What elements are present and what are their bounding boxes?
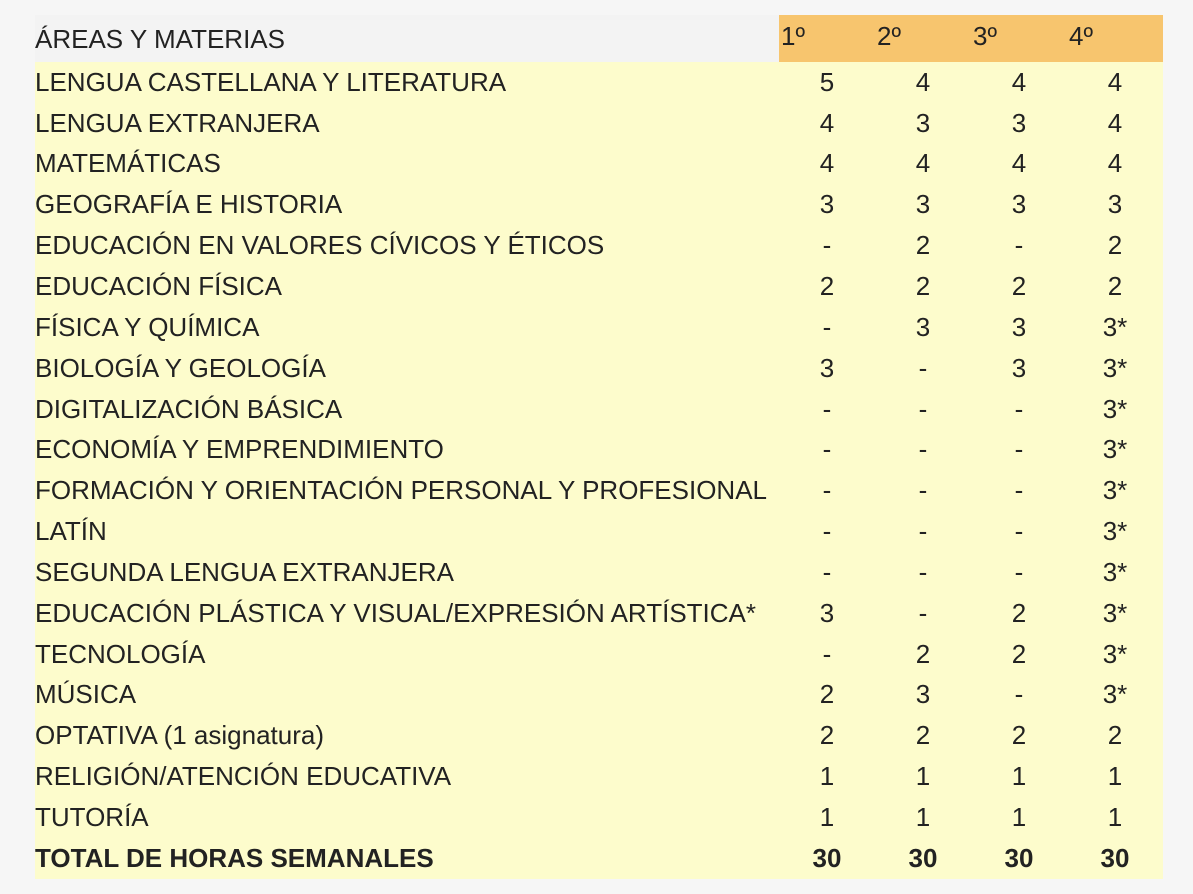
hours-cell: - [779, 225, 875, 266]
hours-cell: - [779, 511, 875, 552]
subject-name: OPTATIVA (1 asignatura) [35, 715, 779, 756]
hours-cell: - [779, 634, 875, 675]
hours-cell: - [971, 429, 1067, 470]
table-row [35, 429, 1163, 470]
total-row [35, 838, 1163, 879]
hours-cell: 3 [971, 348, 1067, 389]
table-row [35, 797, 1163, 838]
table-body [35, 62, 1163, 879]
hours-cell: 2 [971, 715, 1067, 756]
header-year-2: 2º [875, 15, 971, 62]
hours-cell: 2 [1067, 266, 1163, 307]
hours-cell: 3* [1067, 348, 1163, 389]
hours-cell: - [971, 470, 1067, 511]
hours-cell: 3 [971, 307, 1067, 348]
hours-cell: - [971, 511, 1067, 552]
hours-cell: - [971, 675, 1067, 716]
hours-cell: 1 [875, 756, 971, 797]
subject-name: LENGUA EXTRANJERA [35, 103, 779, 144]
subject-name: EDUCACIÓN PLÁSTICA Y VISUAL/EXPRESIÓN ARTÍSTICA* [35, 593, 779, 634]
hours-cell: - [875, 552, 971, 593]
subject-name: FÍSICA Y QUÍMICA [35, 307, 779, 348]
subjects-hours-sheet [35, 15, 1163, 879]
subject-name: FORMACIÓN Y ORIENTACIÓN PERSONAL Y PROFESIONAL [35, 470, 779, 511]
hours-cell: 1 [875, 797, 971, 838]
table-row [35, 144, 1163, 185]
subject-name: MÚSICA [35, 675, 779, 716]
hours-cell: 3 [1067, 184, 1163, 225]
header-year-3: 3º [971, 15, 1067, 62]
table-row [35, 593, 1163, 634]
hours-cell: - [875, 389, 971, 430]
hours-cell: - [875, 429, 971, 470]
hours-cell: 2 [779, 715, 875, 756]
total-value: 30 [779, 838, 875, 879]
hours-cell: - [779, 389, 875, 430]
hours-cell: 1 [1067, 756, 1163, 797]
hours-cell: 2 [875, 715, 971, 756]
subject-name: DIGITALIZACIÓN BÁSICA [35, 389, 779, 430]
hours-cell: 3* [1067, 675, 1163, 716]
hours-cell: 3 [875, 307, 971, 348]
hours-cell: 4 [875, 62, 971, 103]
subject-name: RELIGIÓN/ATENCIÓN EDUCATIVA [35, 756, 779, 797]
table-row [35, 266, 1163, 307]
hours-cell: 2 [1067, 715, 1163, 756]
subject-name: TECNOLOGÍA [35, 634, 779, 675]
hours-cell: 1 [779, 797, 875, 838]
hours-cell: 1 [779, 756, 875, 797]
hours-cell: 2 [971, 593, 1067, 634]
table-row [35, 470, 1163, 511]
hours-cell: 2 [779, 675, 875, 716]
hours-cell: 3* [1067, 511, 1163, 552]
hours-cell: 3* [1067, 470, 1163, 511]
hours-cell: - [875, 348, 971, 389]
hours-cell: 3* [1067, 552, 1163, 593]
hours-cell: 3 [779, 184, 875, 225]
hours-cell: 4 [971, 62, 1067, 103]
hours-cell: 2 [875, 225, 971, 266]
hours-cell: - [875, 593, 971, 634]
total-value: 30 [1067, 838, 1163, 879]
hours-cell: - [779, 307, 875, 348]
hours-cell: 4 [1067, 144, 1163, 185]
hours-cell: 3 [875, 675, 971, 716]
hours-cell: 3 [971, 184, 1067, 225]
hours-cell: - [971, 225, 1067, 266]
hours-cell: 2 [971, 266, 1067, 307]
hours-cell: 2 [875, 634, 971, 675]
header-subject: ÁREAS Y MATERIAS [35, 15, 779, 62]
header-row [35, 15, 1163, 62]
hours-cell: 2 [971, 634, 1067, 675]
hours-cell: 1 [1067, 797, 1163, 838]
header-year-1: 1º [779, 15, 875, 62]
hours-cell: 3 [971, 103, 1067, 144]
hours-cell: 3 [875, 184, 971, 225]
subject-name: BIOLOGÍA Y GEOLOGÍA [35, 348, 779, 389]
hours-cell: 2 [779, 266, 875, 307]
hours-cell: 1 [971, 797, 1067, 838]
subject-name: EDUCACIÓN FÍSICA [35, 266, 779, 307]
hours-cell: - [779, 429, 875, 470]
hours-cell: 4 [971, 144, 1067, 185]
total-value: 30 [875, 838, 971, 879]
hours-cell: 4 [1067, 62, 1163, 103]
hours-cell: 4 [779, 144, 875, 185]
table-row [35, 756, 1163, 797]
hours-cell: 2 [1067, 225, 1163, 266]
table-row [35, 511, 1163, 552]
hours-cell: - [971, 389, 1067, 430]
hours-cell: 5 [779, 62, 875, 103]
table-row [35, 62, 1163, 103]
subjects-hours-table [35, 15, 1163, 879]
table-row [35, 552, 1163, 593]
table-row [35, 225, 1163, 266]
hours-cell: 3 [779, 593, 875, 634]
header-year-4: 4º [1067, 15, 1163, 62]
table-row [35, 184, 1163, 225]
table-row [35, 675, 1163, 716]
subject-name: TUTORÍA [35, 797, 779, 838]
hours-cell: 3* [1067, 429, 1163, 470]
hours-cell: - [779, 470, 875, 511]
subject-name: SEGUNDA LENGUA EXTRANJERA [35, 552, 779, 593]
hours-cell: 3* [1067, 389, 1163, 430]
table-row [35, 389, 1163, 430]
subject-name: GEOGRAFÍA E HISTORIA [35, 184, 779, 225]
hours-cell: 3 [875, 103, 971, 144]
hours-cell: 2 [875, 266, 971, 307]
hours-cell: - [875, 511, 971, 552]
subject-name: LATÍN [35, 511, 779, 552]
total-label: TOTAL DE HORAS SEMANALES [35, 838, 779, 879]
table-row [35, 103, 1163, 144]
hours-cell: 1 [971, 756, 1067, 797]
subject-name: ECONOMÍA Y EMPRENDIMIENTO [35, 429, 779, 470]
table-row [35, 634, 1163, 675]
hours-cell: 4 [779, 103, 875, 144]
subject-name: EDUCACIÓN EN VALORES CÍVICOS Y ÉTICOS [35, 225, 779, 266]
hours-cell: 3* [1067, 593, 1163, 634]
table-row [35, 715, 1163, 756]
hours-cell: - [971, 552, 1067, 593]
subject-name: MATEMÁTICAS [35, 144, 779, 185]
hours-cell: 4 [875, 144, 971, 185]
hours-cell: - [779, 552, 875, 593]
total-value: 30 [971, 838, 1067, 879]
hours-cell: 3* [1067, 307, 1163, 348]
subject-name: LENGUA CASTELLANA Y LITERATURA [35, 62, 779, 103]
table-row [35, 307, 1163, 348]
table-row [35, 348, 1163, 389]
hours-cell: - [875, 470, 971, 511]
hours-cell: 3 [779, 348, 875, 389]
hours-cell: 4 [1067, 103, 1163, 144]
hours-cell: 3* [1067, 634, 1163, 675]
